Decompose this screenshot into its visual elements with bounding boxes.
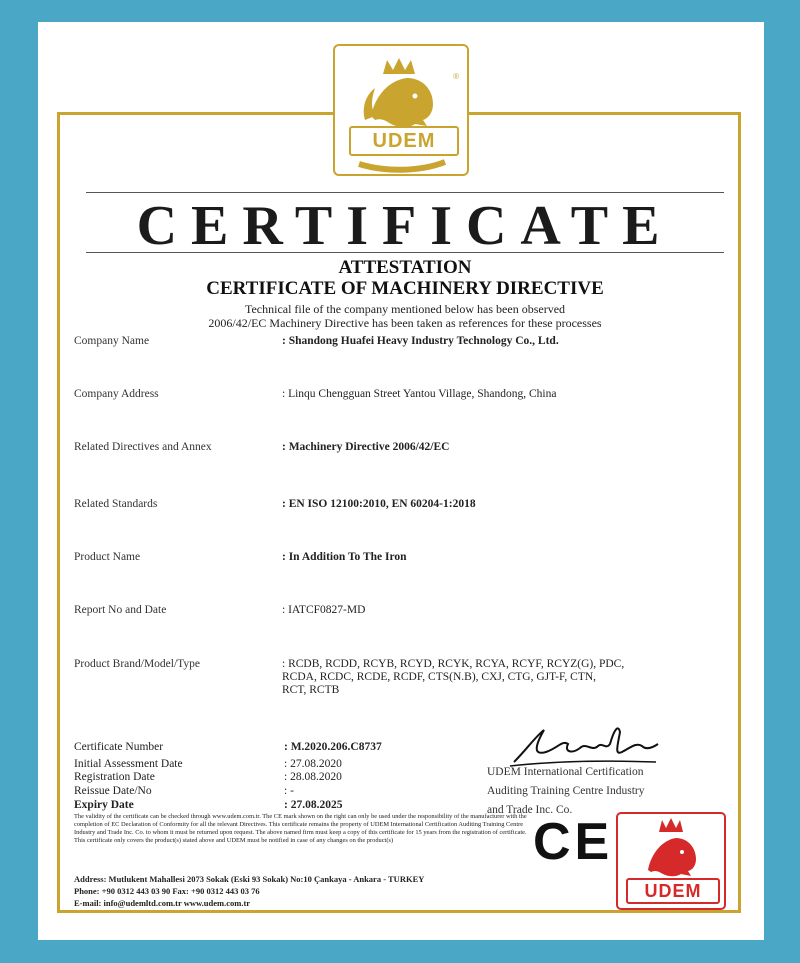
label-related-standards: Related Standards <box>74 498 158 510</box>
udem-logo-top <box>333 44 469 176</box>
value-certificate-number: : M.2020.206.C8737 <box>284 741 382 753</box>
title-rule-top <box>86 192 724 193</box>
heading-machinery-directive: CERTIFICATE OF MACHINERY DIRECTIVE <box>206 278 604 299</box>
label-related-directives: Related Directives and Annex <box>74 441 212 453</box>
product-brand-line-2: RCDA, RCDC, RCDE, RCDF, CTS(N.B), CXJ, CTG, GJT-F, CTN, <box>282 671 597 683</box>
label-company-address: Company Address <box>74 388 159 400</box>
footer-email: E-mail: info@udemltd.com.tr www.udem.com.tr <box>74 898 251 908</box>
lion-crown-red-icon <box>618 814 724 878</box>
label-product-brand: Product Brand/Model/Type <box>74 658 200 670</box>
label-initial-assessment: Initial Assessment Date <box>74 758 183 770</box>
footer-phone: Phone: +90 0312 443 03 90 Fax: +90 0312 443 03 76 <box>74 886 260 896</box>
issuer-line-2: Auditing Training Centre Industry <box>487 785 645 797</box>
subtitle-line-2: 2006/42/EC Machinery Directive has been taken as references for these processes <box>208 316 602 330</box>
label-expiry-date: Expiry Date <box>74 799 134 811</box>
subtitle-line-1: Technical file of the company mentioned below has been observed <box>244 302 566 316</box>
label-company-name: Company Name <box>74 335 150 347</box>
label-product-name: Product Name <box>74 551 141 563</box>
logo-text-udem: UDEM <box>349 126 459 156</box>
label-report-no: Report No and Date <box>74 604 167 616</box>
udem-logo-red <box>616 812 726 910</box>
value-product-brand <box>282 658 624 697</box>
value-company-name: : Shandong Huafei Heavy Industry Technology Co., Ltd. <box>282 335 559 347</box>
value-product-name: : In Addition To The Iron <box>282 551 407 563</box>
value-company-address: : Linqu Chengguan Street Yantou Village, Shandong, China <box>282 388 557 400</box>
heading-attestation: ATTESTATION <box>338 257 472 278</box>
value-registration-date: : 28.08.2020 <box>284 771 342 783</box>
value-related-standards: : EN ISO 12100:2010, EN 60204-1:2018 <box>282 498 476 510</box>
registered-mark: ® <box>453 72 459 81</box>
footer-address: Address: Mutlukent Mahallesi 2073 Sokak (Eski 93 Sokak) No:10 Çankaya - Ankara - TURKEY <box>74 874 425 884</box>
value-report-no: : IATCF0827-MD <box>282 604 366 616</box>
value-reissue-date: : - <box>284 785 294 797</box>
product-brand-line-1: : RCDB, RCDD, RCYB, RCYD, RCYK, RCYA, RCYF, RCYZ(G), PDC, <box>282 658 625 670</box>
ce-mark: CE <box>533 813 614 871</box>
title-rule-bottom <box>86 252 724 253</box>
label-reissue-date: Reissue Date/No <box>74 785 152 797</box>
issuer-line-3: and Trade Inc. Co. <box>487 804 573 816</box>
label-certificate-number: Certificate Number <box>74 741 164 753</box>
product-brand-line-3: RCT, RCTB <box>282 684 340 696</box>
issuer-line-1: UDEM International Certification <box>487 766 644 778</box>
label-registration-date: Registration Date <box>74 771 155 783</box>
certificate-title: CERTIFICATE <box>136 195 674 257</box>
logo-text-udem-red: UDEM <box>626 878 720 904</box>
value-related-directives: : Machinery Directive 2006/42/EC <box>282 441 450 453</box>
value-expiry-date: : 27.08.2025 <box>284 799 343 811</box>
value-initial-assessment: : 27.08.2020 <box>284 758 342 770</box>
legal-notice: The validity of the certificate can be checked through www.udem.com.tr. The CE mark shown on the right can only be used under the responsibility of the manufacturer with the completion of EC Declaration of Conformity for all the relevant Directives. This certificate remains the property of UDEM International Certification Auditing Training Centre Industry and Trade Inc. Co. to whom it must be returned upon request. The above named firm must keep a copy of this certificate for 15 years from the registration of certificate. This certificate only covers the product(s) stated above and UDEM must be notified in case of any changes on the product(s) <box>74 813 527 844</box>
